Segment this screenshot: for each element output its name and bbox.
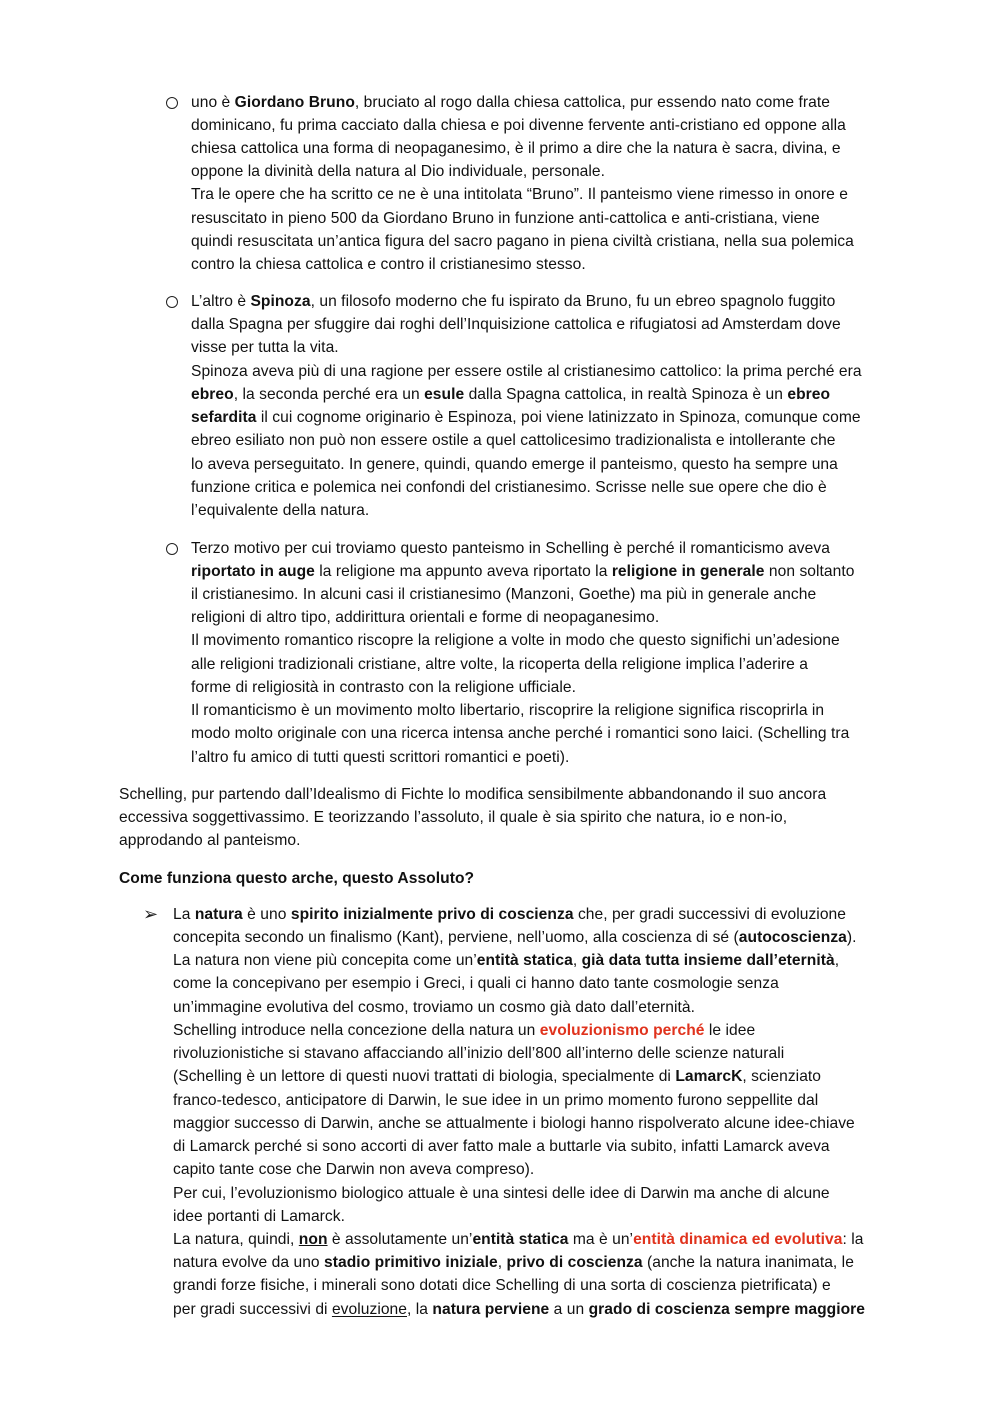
text-span: di Lamarck perché si sono accorti di aver fatto male a buttarle via subito, infatti Lamarck aveva xyxy=(173,1138,830,1155)
text-span: , la xyxy=(407,1301,433,1318)
text-line xyxy=(191,499,369,522)
text-line xyxy=(173,1135,830,1158)
text-span: capito tante cose che Darwin non aveva compreso). xyxy=(173,1161,535,1178)
text-line xyxy=(191,676,576,699)
text-span: lo aveva perseguitato. In genere, quindi, quando emerge il panteismo, questo ha sempre una xyxy=(191,456,838,473)
text-span: , la seconda perché era un xyxy=(233,386,425,403)
text-line xyxy=(173,1228,863,1251)
text-span: è assolutamente un’ xyxy=(327,1231,473,1248)
text-line xyxy=(173,1158,534,1181)
text-span: non soltanto xyxy=(764,563,855,580)
text-span: modo molto originale con una ricerca intensa anche perché i romantici sono laici. (Schelling tra xyxy=(191,725,850,742)
text-line xyxy=(191,91,830,114)
text-span: maggior successo di Darwin, anche se attualmente i biologi hanno rispolverato alcune idee-chiave xyxy=(173,1115,855,1132)
emphasized-text: stadio primitivo iniziale xyxy=(324,1254,498,1271)
text-span: La natura, quindi, xyxy=(173,1231,299,1248)
text-span: La natura non viene più concepita come un’ xyxy=(173,952,477,969)
text-span: un’immagine evolutiva del cosmo, troviamo un cosmo già dato dall’eternità. xyxy=(173,999,696,1016)
text-line xyxy=(191,699,824,722)
text-line xyxy=(119,783,826,806)
emphasized-text: ebreo xyxy=(787,386,831,403)
text-span: (anche la natura inanimata, le xyxy=(642,1254,854,1271)
text-span: Il romanticismo è un movimento molto libertario, riscoprire la religione significa riscoprirla in xyxy=(191,702,825,719)
text-span: visse per tutta la vita. xyxy=(191,339,339,356)
text-line xyxy=(191,290,835,313)
emphasized-text: già data tutta insieme dall’eternità xyxy=(581,952,835,969)
list-bullet-circle-icon xyxy=(166,296,178,308)
text-span: il cui cognome originario è Espinoza, poi viene latinizzato in Spinoza, comunque come xyxy=(256,409,861,426)
text-span: contro la chiesa cattolica e contro il cristianesimo stesso. xyxy=(191,256,586,273)
text-line xyxy=(173,1112,855,1135)
text-span: , xyxy=(834,952,840,969)
emphasized-text: evoluzione xyxy=(331,1301,407,1318)
text-span: le idee xyxy=(704,1022,756,1039)
emphasized-text: privo di coscienza xyxy=(506,1254,643,1271)
text-line xyxy=(191,137,841,160)
text-line xyxy=(173,1274,831,1297)
text-span: l’altro fu amico di tutti questi scrittori romantici e poeti). xyxy=(191,749,570,766)
text-line xyxy=(119,829,301,852)
text-line xyxy=(191,453,838,476)
emphasized-text: Giordano Bruno xyxy=(234,94,355,111)
text-line xyxy=(173,1182,830,1205)
text-line xyxy=(173,1019,755,1042)
text-line xyxy=(191,746,569,769)
text-line xyxy=(191,160,605,183)
text-span: dalla Spagna per sfuggire dai roghi dell’Inquisizione cattolica e rifugiatosi ad Amsterdam dove xyxy=(191,316,841,333)
text-span: : la xyxy=(842,1231,864,1248)
text-span: uno è xyxy=(191,94,235,111)
text-span: grandi forze fisiche, i minerali sono dotati dice Schelling di una sorta di coscienza pietrificata) e xyxy=(173,1277,831,1294)
text-line xyxy=(191,583,816,606)
text-span: concepita secondo un finalismo (Kant), perviene, nell’uomo, alla coscienza di sé ( xyxy=(173,929,739,946)
text-line xyxy=(191,429,836,452)
text-span: ). xyxy=(846,929,857,946)
text-line xyxy=(191,383,830,406)
emphasized-text: Come funziona questo arche, questo Assoluto? xyxy=(119,870,475,887)
text-line xyxy=(173,949,839,972)
emphasized-text: entità statica xyxy=(476,952,573,969)
text-span: religioni di altro tipo, addirittura orientali e forme di neopaganesimo. xyxy=(191,609,660,626)
text-span: resuscitato in pieno 500 da Giordano Bruno in funzione anti-cattolica e anti-cristiana, viene xyxy=(191,210,820,227)
text-span: , un filosofo moderno che fu ispirato da Bruno, fu un ebreo spagnolo fuggito xyxy=(310,293,836,310)
text-line xyxy=(191,360,862,383)
text-span: (Schelling è un lettore di questi nuovi trattati di biologia, specialmente di xyxy=(173,1068,676,1085)
text-span: L’altro è xyxy=(191,293,251,310)
text-span: per gradi successivi di xyxy=(173,1301,332,1318)
text-line xyxy=(173,903,846,926)
text-line xyxy=(173,1251,854,1274)
list-bullet-circle-icon xyxy=(166,543,178,555)
text-line xyxy=(119,806,787,829)
text-span: chiesa cattolica una forma di neopaganesimo, è il primo a dire che la natura è sacra, divina, e xyxy=(191,140,841,157)
text-line xyxy=(191,313,841,336)
text-span: Il movimento romantico riscopre la religione a volte in modo che questo significhi un’adesione xyxy=(191,632,840,649)
text-span: che, per gradi successivi di evoluzione xyxy=(573,906,846,923)
emphasized-text: ebreo xyxy=(191,386,234,403)
text-line xyxy=(191,629,840,652)
emphasized-text: spirito inizialmente privo di coscienza xyxy=(290,906,574,923)
list-bullet-arrow-icon: ➢ xyxy=(143,904,159,924)
text-span: rivoluzionistiche si stavano affacciando all’inizio dell’800 all’interno delle scienze naturali xyxy=(173,1045,785,1062)
text-span: Per cui, l’evoluzionismo biologico attuale è una sintesi delle idee di Darwin ma anche di alcune xyxy=(173,1185,830,1202)
text-line xyxy=(173,1065,821,1088)
text-span: dominicano, fu prima cacciato dalla chiesa e poi divenne fervente anti-cristiano ed oppone alla xyxy=(191,117,846,134)
text-line xyxy=(191,207,820,230)
text-line xyxy=(119,867,474,890)
text-line xyxy=(191,253,586,276)
text-span: ma è un’ xyxy=(568,1231,634,1248)
text-span: , xyxy=(497,1254,507,1271)
text-line xyxy=(191,230,854,253)
text-span: l’equivalente della natura. xyxy=(191,502,370,519)
text-line xyxy=(191,336,339,359)
text-span: dalla Spagna cattolica, in realtà Spinoza è un xyxy=(464,386,788,403)
text-span: funzione critica e polemica nei confondi del cristianesimo. Scrisse nelle sue opere che dio è xyxy=(191,479,827,496)
text-span: Schelling, pur partendo dall’Idealismo di Fichte lo modifica sensibilmente abbandonando il suo ancora xyxy=(119,786,827,803)
text-span: Tra le opere che ha scritto ce ne è una intitolata “Bruno”. Il panteismo viene rimesso in onore e xyxy=(191,186,848,203)
text-line xyxy=(191,114,846,137)
text-line xyxy=(191,476,827,499)
text-line xyxy=(173,1089,818,1112)
text-span: Spinoza aveva più di una ragione per essere ostile al cristianesimo cattolico: la prima perché era xyxy=(191,363,862,380)
emphasized-text: non xyxy=(298,1231,328,1248)
emphasized-text: autocoscienza xyxy=(738,929,847,946)
text-line xyxy=(173,926,857,949)
text-span: il cristianesimo. In alcuni casi il cristianesimo (Manzoni, Goethe) ma più in generale anche xyxy=(191,586,817,603)
text-span: approdando al panteismo. xyxy=(119,832,301,849)
emphasized-text: LamarcK xyxy=(675,1068,743,1085)
text-line xyxy=(191,183,848,206)
text-span: , bruciato al rogo dalla chiesa cattolica, pur essendo nato come frate xyxy=(354,94,830,111)
text-line xyxy=(191,560,854,583)
text-span: la religione ma appunto aveva riportato la xyxy=(314,563,612,580)
text-line xyxy=(191,722,849,745)
text-span: oppone la divinità della natura al Dio individuale, personale. xyxy=(191,163,606,180)
text-span: Terzo motivo per cui troviamo questo panteismo in Schelling è perché il romanticismo aveva xyxy=(191,540,830,557)
text-span: natura evolve da uno xyxy=(173,1254,325,1271)
emphasized-text: religione in generale xyxy=(611,563,765,580)
text-line xyxy=(191,406,861,429)
text-span: franco-tedesco, anticipatore di Darwin, le sue idee in un primo momento furono seppellite dal xyxy=(173,1092,819,1109)
emphasized-text: Spinoza xyxy=(250,293,311,310)
text-span: quindi resuscitata un’antica figura del sacro pagano in piena civiltà cristiana, nella sua polemica xyxy=(191,233,854,250)
emphasized-text: natura xyxy=(194,906,243,923)
text-line xyxy=(173,1205,345,1228)
text-span: Schelling introduce nella concezione della natura un xyxy=(173,1022,540,1039)
emphasized-text: riportato in auge xyxy=(191,563,315,580)
text-line xyxy=(191,606,659,629)
emphasized-text: entità dinamica ed evolutiva xyxy=(633,1231,843,1248)
text-line xyxy=(173,1298,865,1321)
emphasized-text: entità statica xyxy=(472,1231,569,1248)
text-span: a un xyxy=(549,1301,589,1318)
text-line xyxy=(191,537,830,560)
text-line xyxy=(173,1042,784,1065)
text-span: forme di religiosità in contrasto con la religione ufficiale. xyxy=(191,679,577,696)
text-span: come la concepivano per esempio i Greci, i quali ci hanno dato tante cosmologie senza xyxy=(173,975,779,992)
text-span: eccessiva soggettivassimo. E teorizzando l’assoluto, il quale è sia spirito che natura, io e non-io, xyxy=(119,809,788,826)
text-span: alle religioni tradizionali cristiane, altre volte, la ricoperta della religione implica l’aderire a xyxy=(191,656,808,673)
text-line xyxy=(191,653,808,676)
emphasized-text: esule xyxy=(424,386,465,403)
emphasized-text: grado di coscienza sempre maggiore xyxy=(588,1301,866,1318)
text-span: è uno xyxy=(242,906,291,923)
text-span: idee portanti di Lamarck. xyxy=(173,1208,346,1225)
text-span: ebreo esiliato non può non essere ostile a quel cattolicesimo tradizionalista e intollerante che xyxy=(191,432,836,449)
text-span: La xyxy=(173,906,195,923)
emphasized-text: sefardita xyxy=(191,409,257,426)
text-span: , scienziato xyxy=(742,1068,822,1085)
emphasized-text: natura perviene xyxy=(432,1301,550,1318)
text-line xyxy=(173,996,695,1019)
text-line xyxy=(173,972,779,995)
emphasized-text: evoluzionismo perché xyxy=(539,1022,705,1039)
list-bullet-circle-icon xyxy=(166,97,178,109)
text-span: , xyxy=(572,952,582,969)
